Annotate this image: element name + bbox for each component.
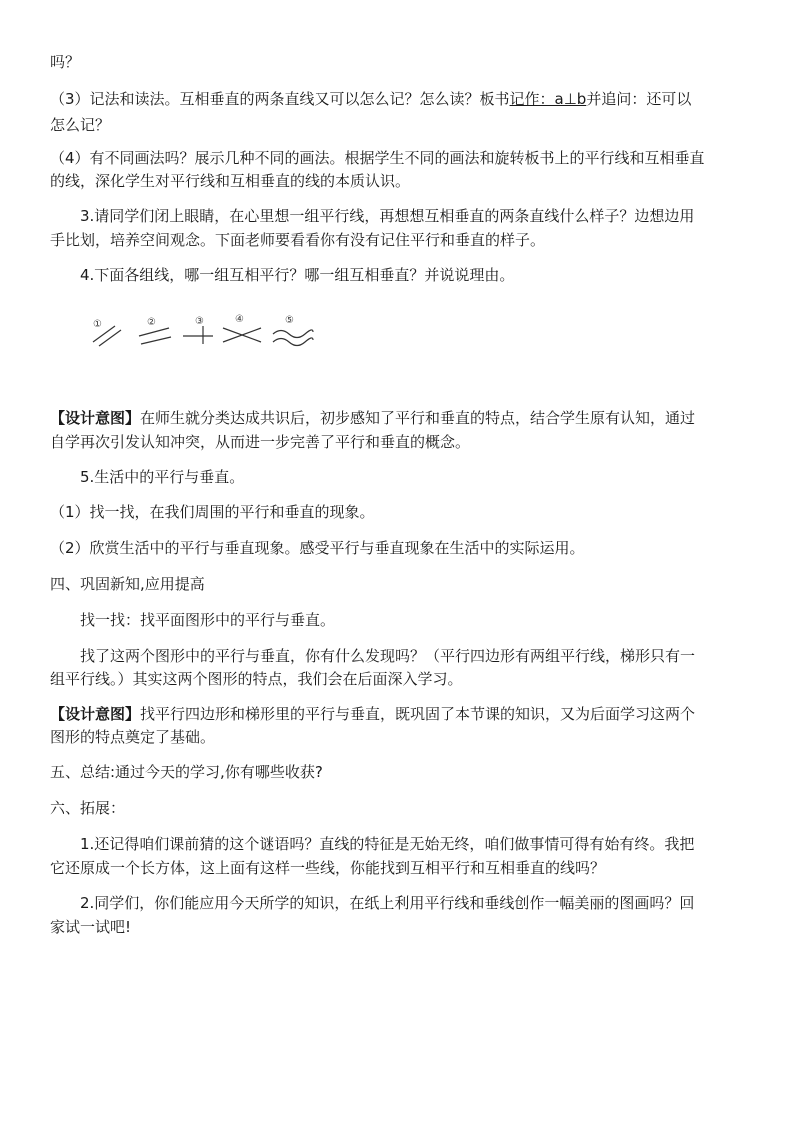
figure-label: ④ xyxy=(235,314,244,325)
text-line: （2）欣赏生活中的平行与垂直现象。感受平行与垂直现象在生活中的实际运用。 xyxy=(50,539,585,557)
section-heading: 四、巩固新知,应用提高 xyxy=(50,575,205,593)
text-line: 3.请同学们闭上眼睛，在心里想一组平行线，再想想互相垂直的两条直线什么样子？边想边用 xyxy=(80,207,695,225)
text-line xyxy=(50,408,750,428)
section-heading: 六、拓展： xyxy=(50,799,126,817)
figure-line xyxy=(141,337,171,344)
text-line: 它还原成一个长方体，这上面有这样一些线，你能找到互相平行和互相垂直的线吗？ xyxy=(50,859,606,877)
text-segment: 在师生就分类达成共识后，初步感知了平行和垂直的特点，结合学生原有认知，通过 xyxy=(140,409,696,427)
design-intent-tag: 【设计意图】 xyxy=(50,409,141,427)
figure-label: ① xyxy=(93,319,102,330)
figure-label: ② xyxy=(147,317,156,328)
figure-label: ③ xyxy=(195,316,204,327)
text-segment: 并追问：还可以 xyxy=(586,90,692,108)
text-line: 的线，深化学生对平行线和互相垂直的线的本质认识。 xyxy=(50,172,411,190)
text-line: 2.同学们，你们能应用今天所学的知识，在纸上利用平行线和垂线创作一幅美丽的图画吗？回 xyxy=(80,894,695,912)
text-line: （4）有不同画法吗？展示几种不同的画法。根据学生不同的画法和旋转板书上的平行线和互相垂直 xyxy=(50,149,705,167)
text-line: 手比划，培养空间观念。下面老师要看看你有没有记住平行和垂直的样子。 xyxy=(50,231,546,249)
figure-line xyxy=(139,328,169,336)
text-line: 家试一试吧! xyxy=(50,918,132,936)
text-line: 组平行线。）其实这两个图形的特点，我们会在后面深入学习。 xyxy=(50,670,463,688)
text-line: 图形的特点奠定了基础。 xyxy=(50,728,216,746)
text-line: （1）找一找，在我们周围的平行和垂直的现象。 xyxy=(50,503,375,521)
text-line: 吗？ xyxy=(50,53,81,71)
underlined-notation: 记作：a⊥b xyxy=(509,90,587,108)
design-intent-tag: 【设计意图】 xyxy=(50,705,141,723)
figure-line xyxy=(99,330,121,346)
figure-line xyxy=(273,330,313,338)
figure-line xyxy=(273,338,313,346)
text-segment: 找平行四边形和梯形里的平行与垂直，既巩固了本节课的知识，又为后面学习这两个 xyxy=(140,705,696,723)
line-groups-figure xyxy=(85,310,325,358)
text-line: 自学再次引发认知冲突，从而进一步完善了平行和垂直的概念。 xyxy=(50,433,471,451)
text-line xyxy=(50,704,750,724)
text-line: 4.下面各组线，哪一组互相平行？哪一组互相垂直？并说说理由。 xyxy=(80,266,515,284)
section-heading: 五、总结:通过今天的学习,你有哪些收获? xyxy=(50,763,323,781)
text-line xyxy=(50,89,750,109)
text-line: 5.生活中的平行与垂直。 xyxy=(80,468,245,486)
text-line: 找了这两个图形中的平行与垂直，你有什么发现吗？（平行四边形有两组平行线，梯形只有一 xyxy=(80,647,696,665)
text-line: 1.还记得咱们课前猜的这个谜语吗？直线的特征是无始无终，咱们做事情可得有始有终。我把 xyxy=(80,835,695,853)
text-segment: （3）记法和读法。互相垂直的两条直线又可以怎么记？怎么读？板书 xyxy=(50,90,510,108)
text-line: 找一找：找平面图形中的平行与垂直。 xyxy=(80,611,336,629)
text-line: 怎么记？ xyxy=(50,116,111,134)
figure-label: ⑤ xyxy=(285,315,294,326)
